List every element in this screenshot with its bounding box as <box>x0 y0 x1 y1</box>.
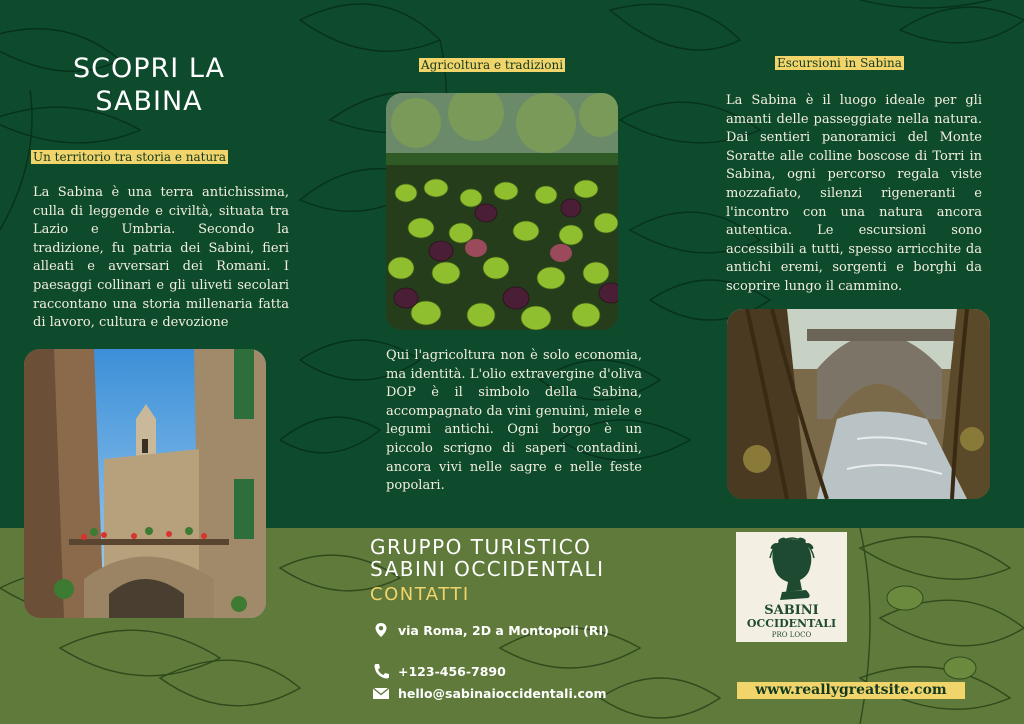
right-body-text: La Sabina è il luogo ideale per gli amanti delle passeggiate nella natura. Dai sentieri panoramici del Monte Soratte alle colline boscose di Torri in Sabina, ogni percorso regala viste mozzafiato, silenzi rigeneranti e l'incontro con una natura ancora autentica. Le escursioni sono accessibili a tutti, spesso arricchite da antichi eremi, sorgenti e borghi da scoprire lungo il cammino. <box>726 93 982 294</box>
envelope-icon <box>372 685 390 701</box>
middle-heading: Agricoltura e tradizioni <box>421 58 564 72</box>
logo-line-2: OCCIDENTALI <box>746 617 837 630</box>
title-line-1: SCOPRI LA <box>73 53 225 84</box>
group-title-line-1: GRUPPO TURISTICO <box>370 535 592 559</box>
middle-body-text: Qui l'agricoltura non è solo economia, ma identità. L'olio extravergine d'oliva DOP è il simbolo della Sabina, accompagnato da vini genuini, miele e legumi antichi. Ogni borgo è un piccolo scrigno di saperi contadini, ancora vivi nelle sagre e nelle feste popolari. <box>386 348 642 494</box>
pro-loco-logo <box>736 532 847 642</box>
logo-emblem <box>736 532 847 642</box>
email-link[interactable]: hello@sabinaioccidentali.com <box>398 685 607 701</box>
phone-icon <box>372 663 390 679</box>
website-link[interactable]: www.reallygreatsite.com <box>737 682 965 699</box>
right-heading: Escursioni in Sabina <box>777 56 902 70</box>
address-text: via Roma, 2D a Montopoli (RI) <box>398 622 609 638</box>
left-body-text: La Sabina è una terra antichissima, culla di leggende e civiltà, situata tra Lazio e Umbria. Secondo la tradizione, fu patria dei Sabini, fieri alleati e avversari dei Romani. I paesaggi collinari e gli uliveti secolari raccontano una storia millenaria fatta di lavoro, cultura e devozione <box>33 185 289 331</box>
group-title <box>370 536 605 580</box>
photo-river-bridge <box>727 309 990 499</box>
phone-link[interactable]: +123-456-7890 <box>398 663 506 679</box>
location-pin-icon <box>372 622 390 638</box>
photo-olive-harvest <box>386 93 618 330</box>
contacts-label: CONTATTI <box>370 584 470 605</box>
title-line-2: SABINA <box>95 86 203 117</box>
left-subtitle: Un territorio tra storia e natura <box>33 150 227 164</box>
logo-line-3: PRO LOCO <box>771 631 812 639</box>
email-row <box>372 685 607 701</box>
phone-row <box>372 663 506 679</box>
address-row <box>372 622 609 638</box>
photo-medieval-village <box>24 349 266 618</box>
page-title <box>44 52 254 118</box>
group-title-line-2: SABINI OCCIDENTALI <box>370 557 605 581</box>
logo-line-1: SABINI <box>764 603 819 618</box>
